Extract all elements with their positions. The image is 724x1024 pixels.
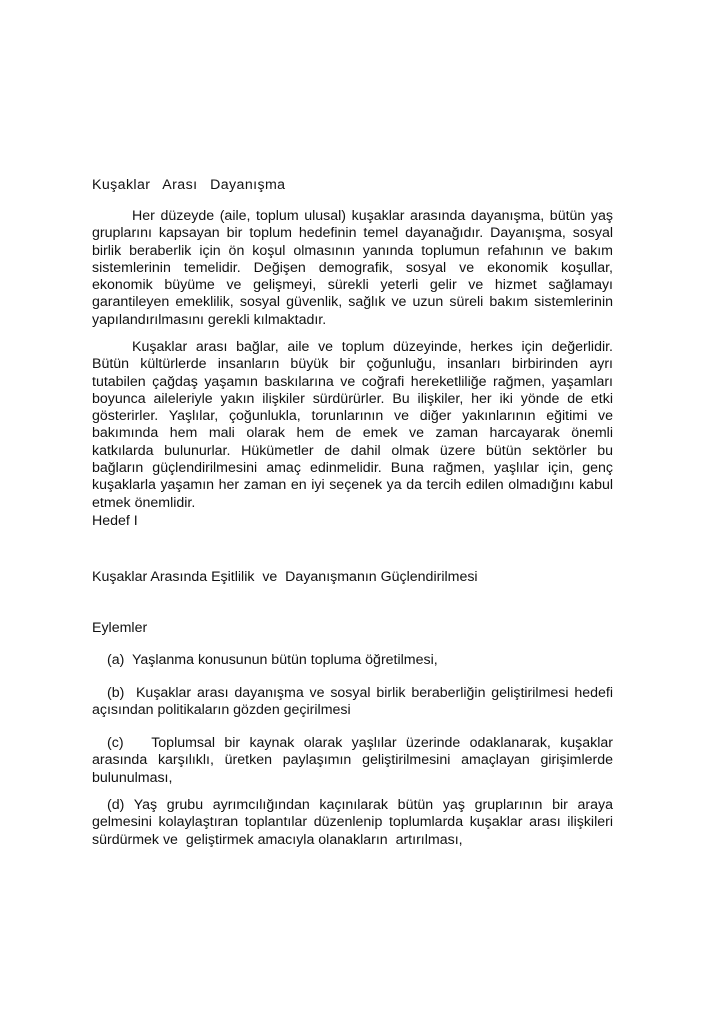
paragraph-line: bağların güçlendirilmesini amaç edinmelidir. Buna rağmen, yaşlılar için, genç: [92, 460, 613, 477]
paragraph-line: kuşaklarla yaşamın her zaman en iyi seçenek ya da tercih edilen olmadığını kabul: [92, 477, 613, 494]
action-item-d: [92, 797, 613, 849]
paragraph-line: tutabilen çağdaş yaşamın baskılarına ve coğrafi hereketliliğe rağmen, yaşamları: [92, 373, 613, 390]
goal-title: [92, 569, 613, 586]
paragraph-line: gösterirler. Yaşlılar, çoğunlukla, torunlarının ve diğer yakınlarının eğitimi ve: [92, 408, 613, 425]
paragraph-line: etmek önemlidir.: [92, 494, 196, 511]
action-line: arasında karşılıklı, üretken paylaşımın geliştirilmesini amaçlayan girişimlerde: [92, 752, 613, 769]
paragraph-line: gruplarını kapsayan bir toplum hedefinin temel dayanağıdır. Dayanışma, sosyal: [92, 225, 613, 242]
action-line: sürdürmek ve geliştirmek amacıyla olanakların artırılması,: [92, 831, 463, 848]
section-title: [92, 177, 613, 194]
paragraph-line: yapılandırılmasını gerekli kılmaktadır.: [92, 311, 327, 328]
action-item-a: [92, 652, 613, 669]
paragraph-line: Kuşaklar arası bağlar, aile ve toplum düzeyinde, herkes için değerlidir.: [132, 339, 613, 355]
goal-label: [92, 513, 613, 530]
paragraph-2: [92, 339, 613, 512]
action-line: gelmesini kolaylaştıran toplantılar düzenlenip toplumlarda kuşaklar arası ilişkileri: [92, 814, 613, 831]
action-line: bulunulması,: [92, 769, 173, 786]
paragraph-line: katkılarda bulunurlar. Hükümetler de dahil olmak üzere bütün sektörler bu: [92, 442, 613, 459]
paragraph-line: garantileyen emeklilik, sosyal güvenlik, sağlık ve uzun süreli bakım sistemlerinin: [92, 294, 613, 311]
paragraph-line: Her düzeyde (aile, toplum ulusal) kuşaklar arasında dayanışma, bütün yaş: [132, 208, 613, 224]
paragraph-line: birlik beraberlik için ön koşul olmasının yanında toplumun refahının ve bakım: [92, 242, 613, 259]
action-line: açısından politikaların gözden geçirilmesi: [92, 702, 351, 719]
paragraph-line: ekonomik büyüme ve gelişmeyi, sürekli yeterli gelir ve hizmet sağlamayı: [92, 277, 613, 294]
paragraph-1: [92, 208, 613, 329]
action-item-b: [92, 685, 613, 720]
action-line: (a) Yaşlanma konusunun bütün topluma öğretilmesi,: [107, 652, 438, 668]
action-line: (b) Kuşaklar arası dayanışma ve sosyal birlik beraberliğin geliştirilmesi hedefi: [107, 685, 613, 701]
actions-label: [92, 620, 613, 637]
action-line: (c) Toplumsal bir kaynak olarak yaşlılar üzerinde odaklanarak, kuşaklar: [107, 735, 613, 751]
paragraph-line: bakımında hem mali olarak hem de emek ve zaman harcayarak önemli: [92, 425, 613, 442]
action-line: (d) Yaş grubu ayrımcılığından kaçınılarak bütün yaş gruplarının bir araya: [107, 797, 613, 813]
goal-label-text: Hedef I: [92, 513, 138, 529]
actions-label-text: Eylemler: [92, 620, 148, 636]
paragraph-line: boyunca aileleriyle yakın ilişkiler sürdürürler. Bu ilişkiler, her iki yönde de etki: [92, 390, 613, 407]
section-title-text: Kuşaklar Arası Dayanışma: [92, 177, 286, 193]
paragraph-line: sistemlerinin temelidir. Değişen demografik, sosyal ve ekonomik koşullar,: [92, 259, 613, 276]
paragraph-line: Bütün kültürlerde insanların büyük bir çoğunluğu, insanları birbirinden ayrı: [92, 356, 613, 373]
action-item-c: [92, 735, 613, 787]
goal-title-text: Kuşaklar Arasında Eşitlilik ve Dayanışmanın Güçlendirilmesi: [92, 569, 478, 585]
